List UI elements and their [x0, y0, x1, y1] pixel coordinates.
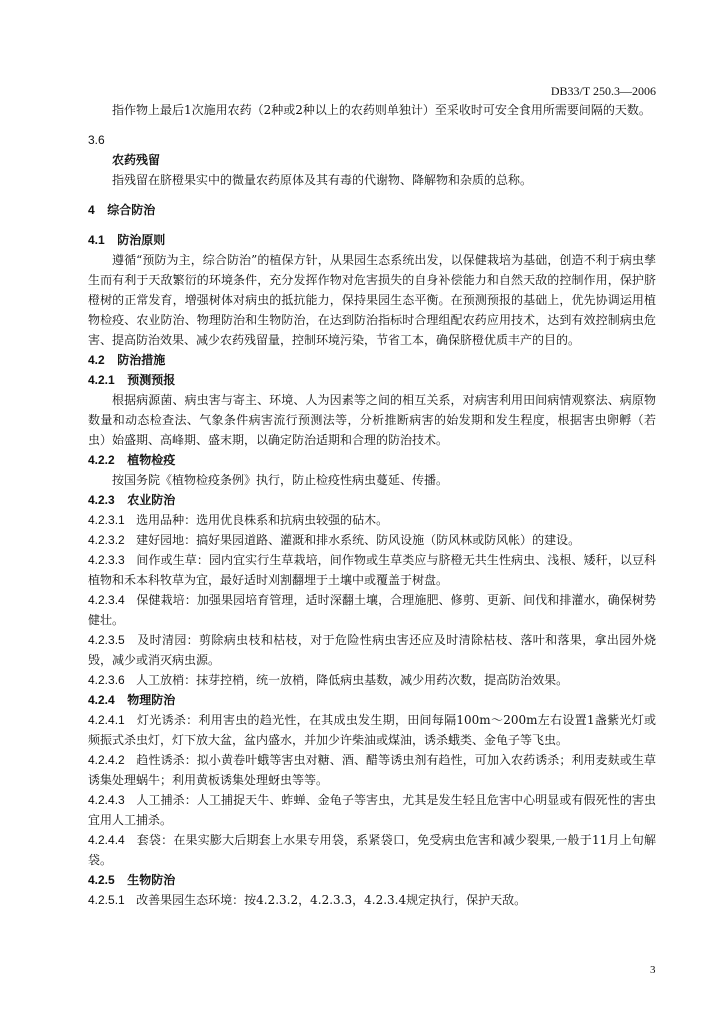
clause-4-2-3-1: 4.2.3.1 选用品种：选用优良株系和抗病虫较强的砧木。 [88, 513, 389, 527]
clause-4-2-3-2: 4.2.3.2 建好园地：搞好果园道路、灌溉和排水系统、防风设施（防风林或防风帐）的建设。 [88, 533, 581, 547]
section-heading-4-2: 4.2 防治措施 [88, 353, 166, 367]
clause-4-2-5-1: 4.2.5.1 改善果园生态环境：按4.2.3.2，4.2.3.3，4.2.3.4规定执行，保护天敌。 [88, 893, 527, 907]
clause-4-2-3-5: 4.2.3.5 及时清园：剪除病虫枝和枯枝，对于危险性病虫害还应及时清除枯枝、落叶和落果，拿出园外烧毁，减少或消灭病虫源。 [88, 633, 656, 667]
document-id-header: DB33/T 250.3—2006 [550, 84, 656, 98]
section-4-2-2-text: 按国务院《植物检疫条例》执行，防止检疫性病虫蔓延、传播。 [112, 473, 449, 487]
section-heading-4: 4 综合防治 [88, 203, 156, 217]
section-heading-4-2-4: 4.2.4 物理防治 [88, 693, 176, 707]
clause-4-2-3-6: 4.2.3.6 人工放梢：抹芽控梢，统一放梢，降低病虫基数，减少用药次数，提高防治效果。 [88, 673, 569, 687]
clause-4-2-4-2: 4.2.4.2 趋性诱杀：拟小黄卷叶蛾等害虫对糖、酒、醋等诱虫剂有趋性，可加入农药诱杀；利用麦麸或生草诱集处理蜗牛；利用黄板诱集处理蚜虫等等。 [88, 753, 656, 787]
clause-4-2-3-3: 4.2.3.3 间作或生草：园内宜实行生草栽培，间作物或生草类应与脐橙无共生性病虫、浅根、矮秆，以豆科植物和禾本科牧草为宜，最好适时刈割翻埋于土壤中或覆盖于树盘。 [88, 553, 656, 587]
section-heading-4-1: 4.1 防治原则 [88, 233, 166, 247]
clause-4-2-4-3: 4.2.4.3 人工捕杀：人工捕捉天牛、蚱蝉、金龟子等害虫，尤其是发生轻且危害中心明显或有假死性的害虫宜用人工捕杀。 [88, 793, 656, 827]
clause-4-2-4-4: 4.2.4.4 套袋：在果实膨大后期套上水果专用袋，系紧袋口，免受病虫危害和减少裂果,一般于11月上旬解袋。 [88, 833, 656, 867]
section-heading-4-2-2: 4.2.2 植物检疫 [88, 453, 176, 467]
section-heading-4-2-3: 4.2.3 农业防治 [88, 493, 176, 507]
definition-continuation: 指作物上最后1次施用农药（2种或2种以上的农药则单独计）至采收时可安全食用所需要间隔的天数。 [112, 103, 651, 117]
clause-4-2-4-1: 4.2.4.1 灯光诱杀：利用害虫的趋光性，在其成虫发生期，田间每隔100m～200m左右设置1盏紫光灯或频振式杀虫灯，灯下放大盆，盆内盛水，并加少许柴油或煤油，诱杀蛾类、金龟子等飞虫。 [88, 713, 656, 747]
section-4-1-text: 遵循“预防为主，综合防治”的植保方针，从果园生态系统出发，以保健栽培为基础，创造不利于病虫孳生而有利于天敌繁衍的环境条件，充分发挥作物对危害损失的自身补偿能力和自然天敌的控制作用，保护脐橙树的正常发育，增强树体对病虫的抵抗能力，保持果园生态平衡。在预测预报的基础上，优先协调运用植物检疫、农业防治、物理防治和生物防治，在达到防治指标时合理组配农药应用技术，达到有效控制病虫危害、提高防治效果、减少农药残留量，控制环境污染，节省工本，确保脐橙优质丰产的目的。 [88, 253, 656, 347]
term-definition: 指残留在脐橙果实中的微量农药原体及其有毒的代谢物、降解物和杂质的总称。 [112, 173, 533, 187]
section-4-2-1-text: 根据病源菌、病虫害与寄主、环境、人为因素等之间的相互关系，对病害利用田间病情观察法、病原物数量和动态检查法、气象条件病害流行预测法等，分析推断病害的始发期和发生程度，根据害虫卵孵（若虫）始盛期、高峰期、盛末期，以确定防治适期和合理的防治技术。 [88, 393, 656, 447]
section-heading-4-2-5: 4.2.5 生物防治 [88, 873, 176, 887]
page-number: 3 [650, 964, 656, 976]
document-body [88, 100, 656, 910]
term-pesticide-residue: 农药残留 [112, 153, 161, 167]
clause-4-2-3-4: 4.2.3.4 保健栽培：加强果园培育管理，适时深翻土壤，合理施肥、修剪、更新、间伐和排灌水，确保树势健壮。 [88, 593, 656, 627]
section-heading-4-2-1: 4.2.1 预测预报 [88, 373, 176, 387]
section-number-3-6: 3.6 [88, 133, 105, 147]
